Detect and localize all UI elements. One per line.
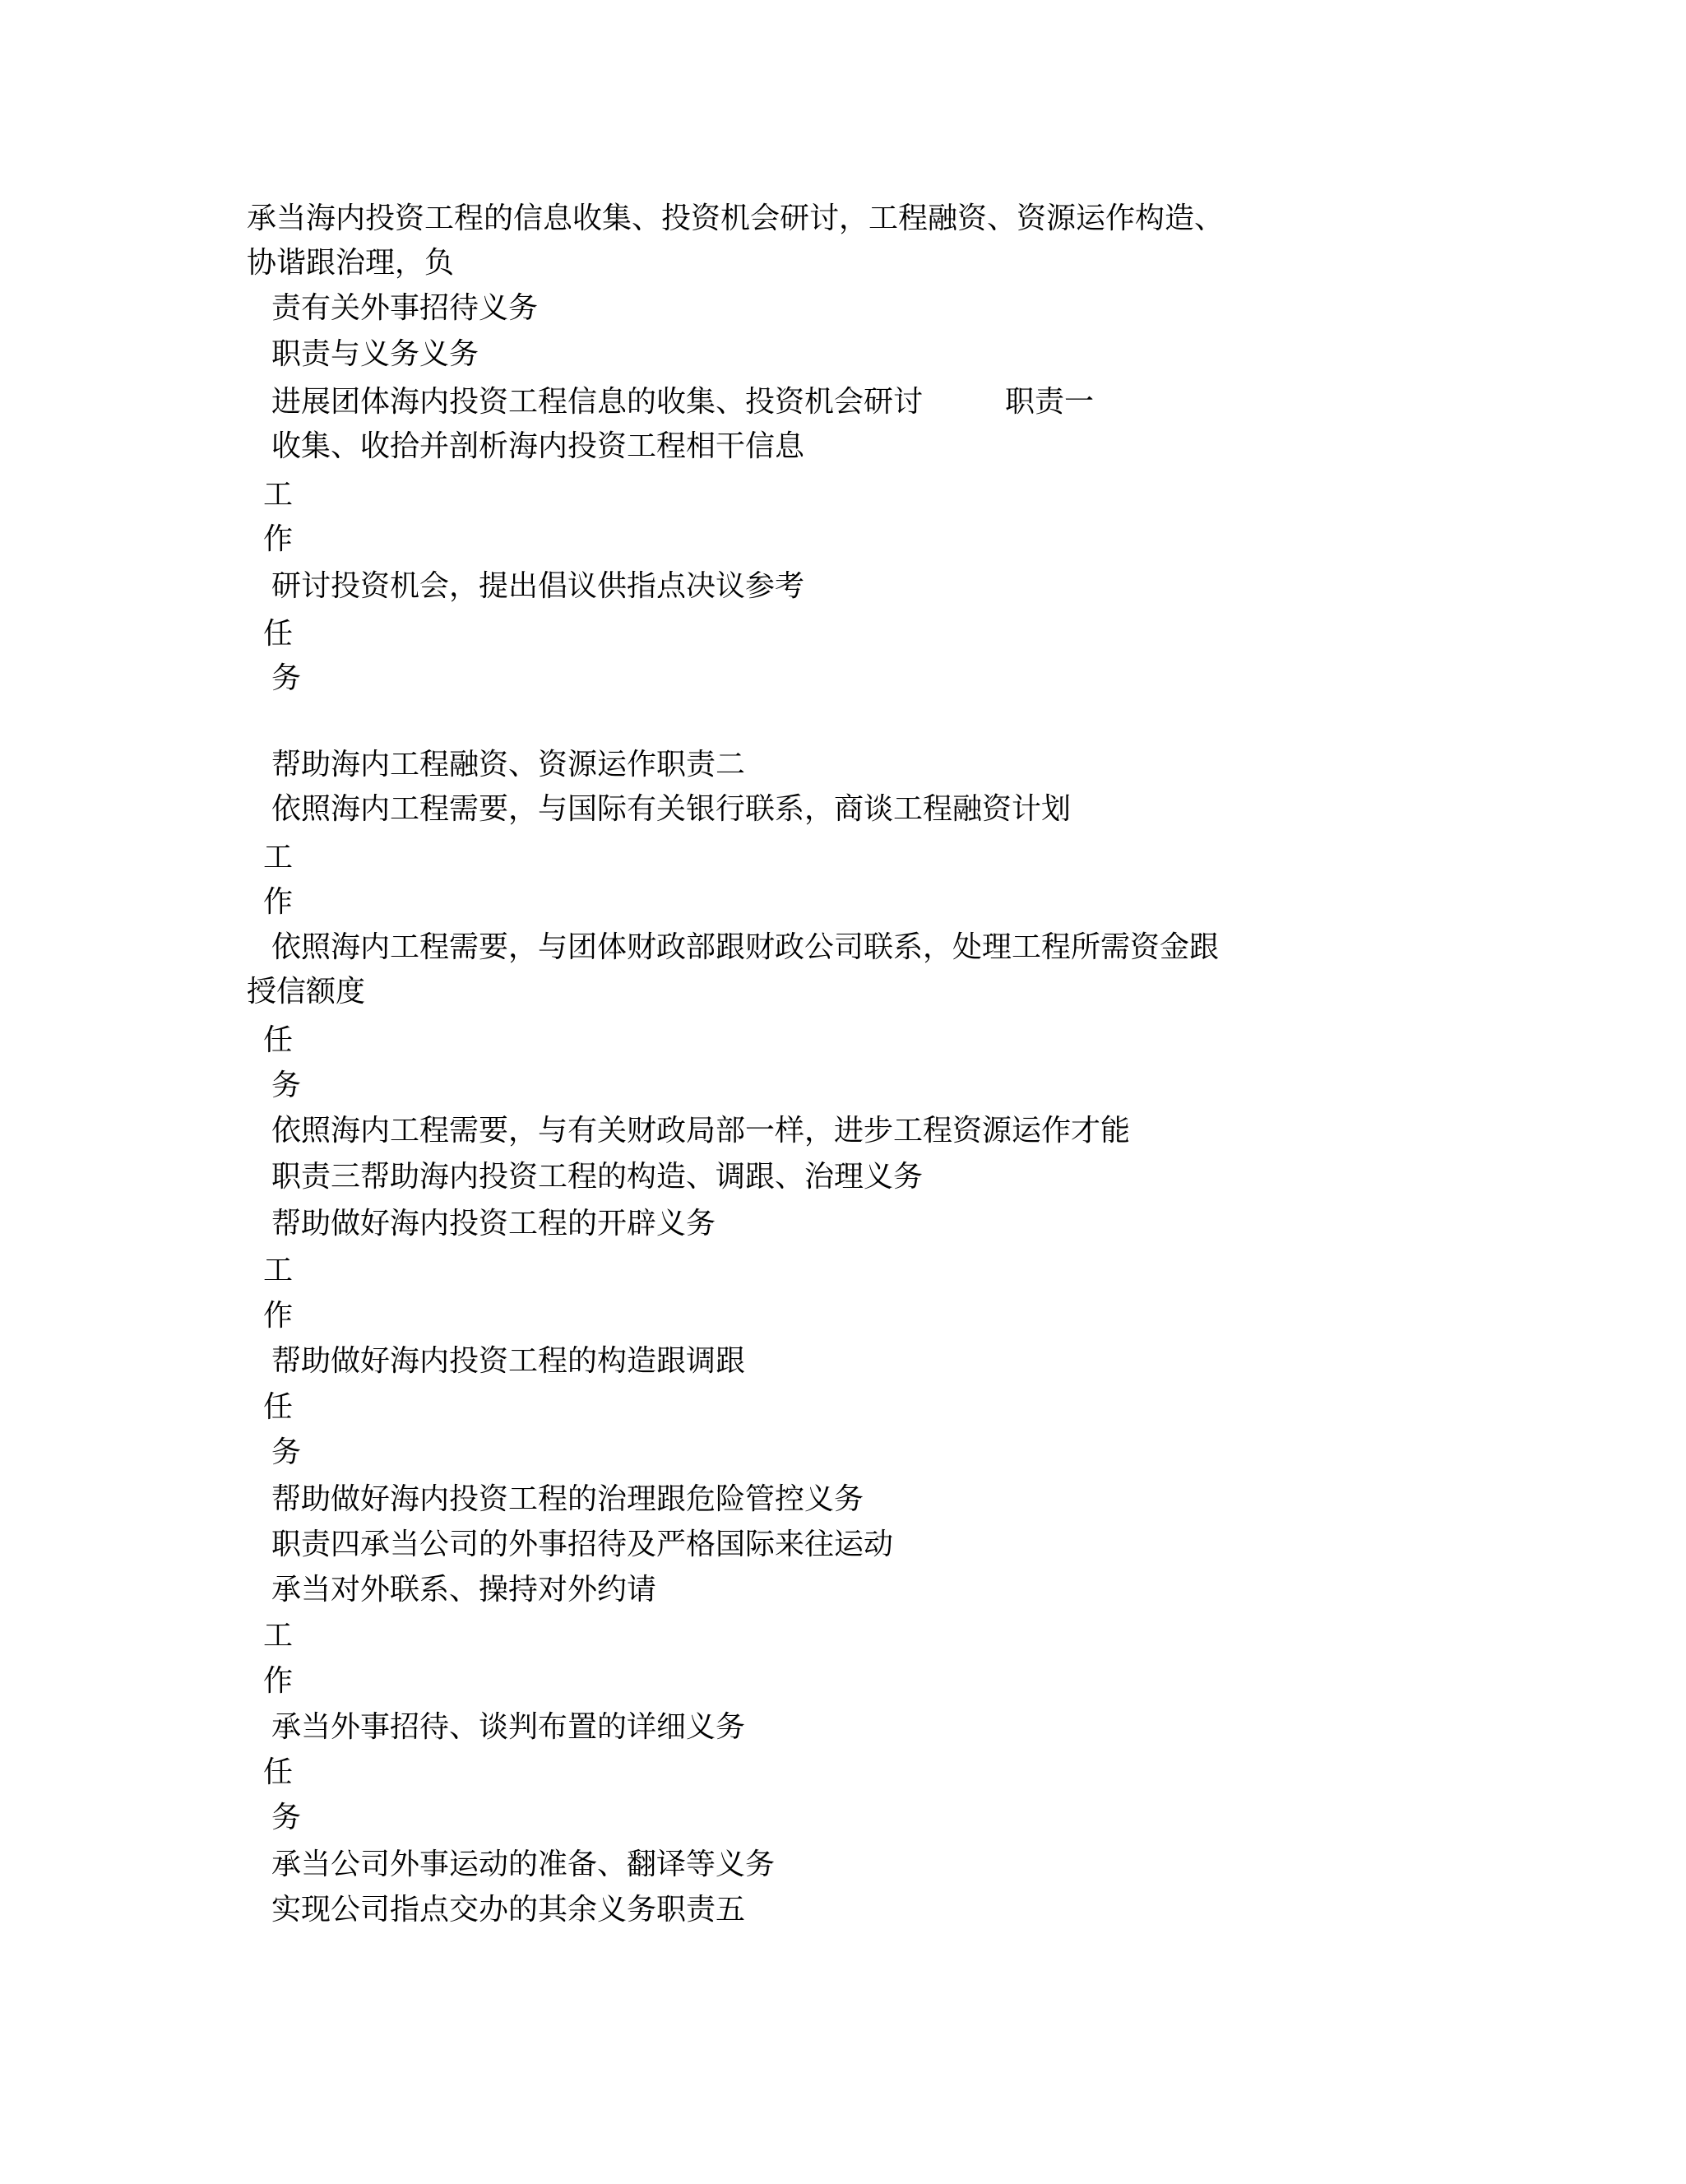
duty-number-label: 职责一	[1005, 385, 1095, 419]
side-label-char: 作	[263, 1299, 294, 1333]
task-item: 帮助做好海内投资工程的构造跟调跟	[271, 1344, 746, 1378]
side-label-char: 作	[263, 1664, 294, 1698]
duty-heading	[271, 384, 1094, 420]
side-label-char: 务	[271, 1069, 302, 1102]
side-label-char: 工	[263, 841, 294, 874]
side-label-char: 任	[263, 1023, 294, 1057]
task-item: 依照海内工程需要，与国际有关银行联系，商谈工程融资计划	[271, 792, 1072, 826]
task-item-continued: 授信额度	[247, 975, 366, 1009]
section-heading: 职责与义务义务	[271, 337, 479, 371]
task-item: 依照海内工程需要，与团体财政部跟财政公司联系，处理工程所需资金跟	[271, 930, 1220, 964]
side-label-char: 工	[263, 1619, 294, 1653]
side-label-char: 工	[263, 1254, 294, 1287]
side-label-char: 务	[271, 1435, 302, 1469]
side-label-char: 务	[271, 1801, 302, 1834]
task-item: 收集、收拾并剖析海内投资工程相干信息	[271, 429, 805, 463]
task-item: 帮助做好海内投资工程的开辟义务	[271, 1207, 716, 1240]
side-label-char: 工	[263, 478, 294, 512]
side-label-char: 务	[271, 661, 302, 695]
side-label-char: 任	[263, 1390, 294, 1424]
task-item: 研讨投资机会，提出倡议供指点决议参考	[271, 569, 805, 603]
duty-heading: 帮助海内工程融资、资源运作职责二	[271, 748, 746, 781]
paragraph-line: 协谐跟治理，负	[247, 246, 455, 280]
duty-heading: 职责四承当公司的外事招待及严格国际来往运动	[271, 1528, 894, 1561]
side-label-char: 任	[263, 617, 294, 651]
paragraph-line: 承当海内投资工程的信息收集、投资机会研讨，工程融资、资源运作构造、	[247, 202, 1225, 235]
duty-heading: 实现公司指点交办的其余义务职责五	[271, 1893, 746, 1927]
duty-heading-text: 进展团体海内投资工程信息的收集、投资机会研讨	[271, 385, 924, 419]
duty-heading: 职责三帮助海内投资工程的构造、调跟、治理义务	[271, 1160, 924, 1194]
task-item: 帮助做好海内投资工程的治理跟危险管控义务	[271, 1482, 864, 1516]
task-item: 承当公司外事运动的准备、翻译等义务	[271, 1848, 776, 1881]
task-item: 依照海内工程需要，与有关财政局部一样，进步工程资源运作才能	[271, 1114, 1131, 1148]
task-item: 承当外事招待、谈判布置的详细义务	[271, 1710, 746, 1744]
side-label-char: 作	[263, 885, 294, 919]
task-item: 承当对外联系、操持对外约请	[271, 1573, 657, 1607]
side-label-char: 作	[263, 522, 294, 556]
paragraph-line: 责有关外事招待义务	[271, 291, 539, 325]
side-label-char: 任	[263, 1755, 294, 1789]
